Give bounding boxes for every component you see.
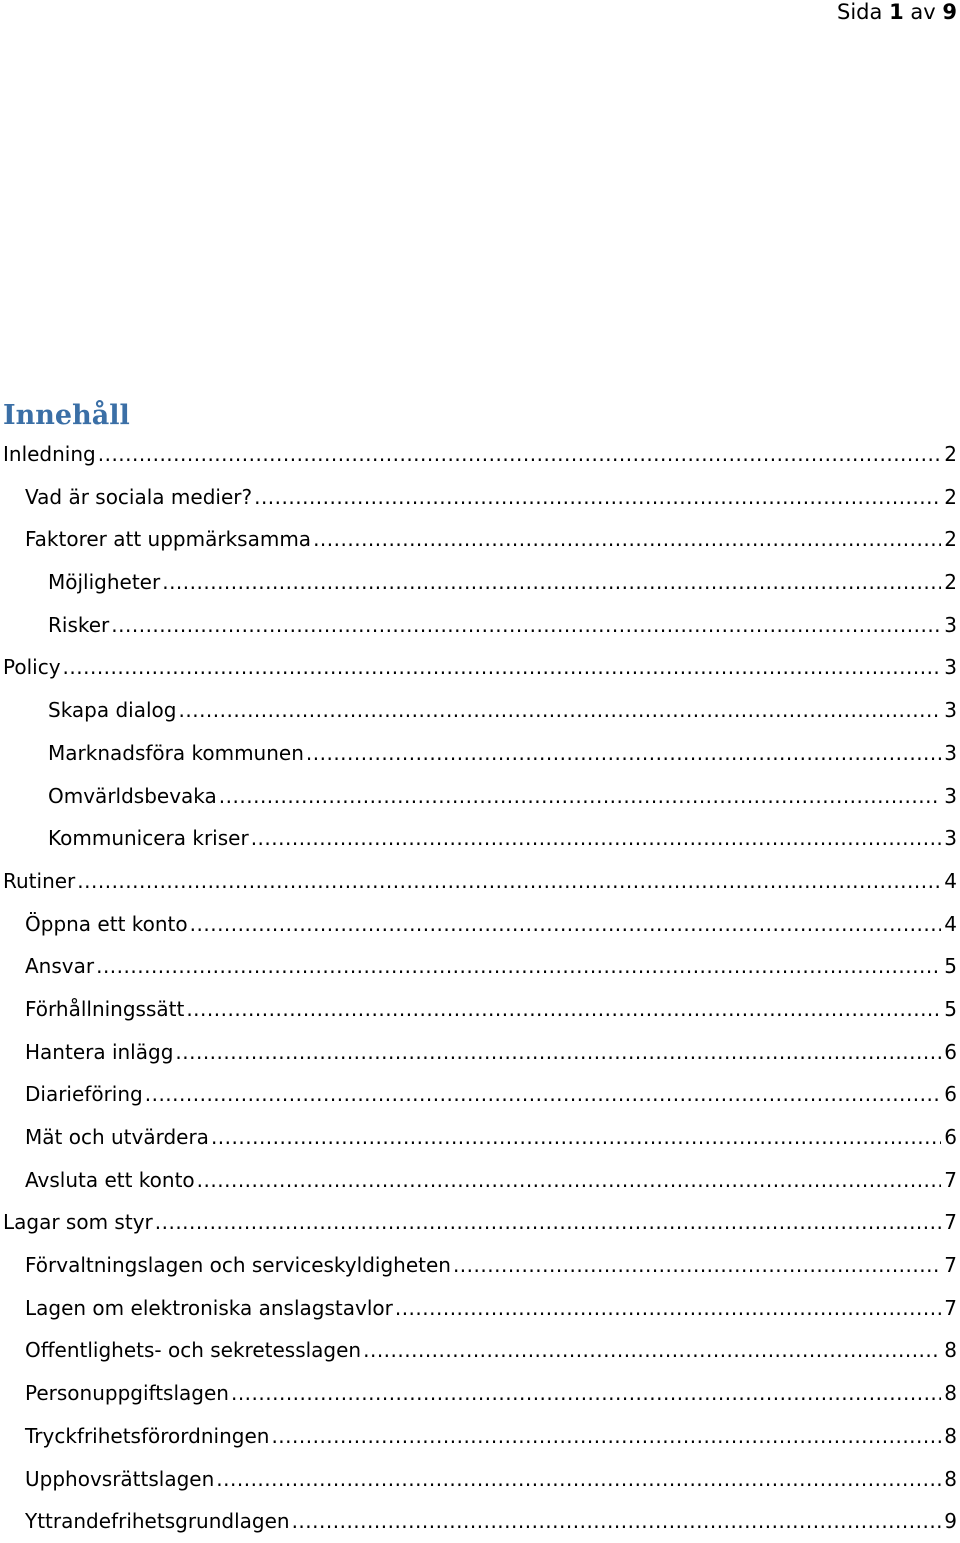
dot-leader: [111, 604, 941, 647]
toc-entry-page-number: 9: [944, 1509, 957, 1534]
dot-leader: [96, 945, 941, 988]
toc-entry[interactable]: [0, 1201, 960, 1244]
dot-leader: [231, 1372, 941, 1415]
toc-entry[interactable]: [0, 1415, 960, 1458]
dot-leader: [98, 433, 942, 476]
toc-entry-label: Vad är sociala medier?: [25, 484, 253, 509]
toc-entry[interactable]: [0, 1116, 960, 1159]
toc-entry-page-number: 7: [944, 1253, 957, 1278]
toc-entry-page-number: 3: [944, 783, 957, 808]
toc-entry[interactable]: [0, 1458, 960, 1501]
toc-entry[interactable]: [0, 604, 960, 647]
toc-entry-page-number: 3: [944, 655, 957, 680]
toc-entry[interactable]: [0, 433, 960, 476]
toc-entry-page-number: 2: [944, 527, 957, 552]
dot-leader: [77, 860, 941, 903]
toc-entry-label: Avsluta ett konto: [25, 1167, 195, 1192]
toc-entry-page-number: 2: [944, 570, 957, 595]
dot-leader: [363, 1329, 941, 1372]
toc-entry-page-number: 5: [944, 996, 957, 1021]
toc-entry-label: Policy: [3, 655, 61, 680]
toc-entry-label: Ansvar: [25, 954, 95, 979]
toc-entry-label: Personuppgiftslagen: [25, 1381, 229, 1406]
dot-leader: [145, 1073, 942, 1116]
toc-entry-page-number: 7: [944, 1167, 957, 1192]
toc-entry-label: Rutiner: [3, 868, 76, 893]
page-of: av: [910, 0, 936, 24]
toc-entry-page-number: 4: [944, 868, 957, 893]
dot-leader: [179, 689, 942, 732]
toc-entry[interactable]: [0, 817, 960, 860]
toc-entry[interactable]: [0, 689, 960, 732]
toc-entry-label: Förhållningssätt: [25, 996, 185, 1021]
dot-leader: [395, 1287, 941, 1330]
toc-entry[interactable]: [0, 518, 960, 561]
toc-entry-page-number: 3: [944, 826, 957, 851]
toc-entry-page-number: 6: [944, 1125, 957, 1149]
dot-leader: [254, 476, 941, 519]
toc-entry-label: Kommunicera kriser: [48, 826, 249, 851]
toc-entry-label: Omvärldsbevaka: [48, 783, 217, 808]
toc-entry[interactable]: [0, 988, 960, 1031]
toc-entry-label: Möjligheter: [48, 570, 161, 595]
toc-entry-label: Skapa dialog: [48, 698, 177, 723]
toc-entry[interactable]: [0, 1073, 960, 1116]
toc-entry[interactable]: [0, 860, 960, 903]
dot-leader: [155, 1201, 942, 1244]
toc-entry[interactable]: [0, 903, 960, 946]
total-pages: 9: [942, 0, 957, 24]
toc-entry-label: Marknadsföra kommunen: [48, 740, 304, 765]
toc-entry-page-number: 3: [944, 612, 957, 637]
dot-leader: [292, 1500, 942, 1543]
toc-entry-page-number: 7: [944, 1295, 957, 1320]
toc-entry-page-number: 8: [944, 1338, 957, 1363]
toc-entry[interactable]: [0, 476, 960, 519]
toc-entry-label: Upphovsrättslagen: [25, 1466, 215, 1491]
dot-leader: [63, 646, 942, 689]
toc-entry-label: Lagar som styr: [3, 1210, 153, 1235]
toc-entry-page-number: 6: [944, 1039, 957, 1064]
dot-leader: [186, 988, 941, 1031]
toc-entry[interactable]: [0, 1031, 960, 1074]
toc-entry[interactable]: [0, 561, 960, 604]
toc-entry-page-number: 3: [944, 698, 957, 723]
dot-leader: [306, 732, 941, 775]
page-number-header: [837, 0, 957, 24]
toc-entry-page-number: 4: [944, 911, 957, 936]
toc-entry-label: Risker: [48, 612, 110, 637]
toc-entry[interactable]: [0, 945, 960, 988]
toc-entry-label: Hantera inlägg: [25, 1039, 174, 1064]
dot-leader: [453, 1244, 941, 1287]
dot-leader: [162, 561, 941, 604]
toc-entry[interactable]: [0, 1287, 960, 1330]
toc-entry-page-number: 8: [944, 1381, 957, 1406]
toc-entry-label: Lagen om elektroniska anslagstavlor: [25, 1295, 393, 1320]
toc-entry-label: Inledning: [3, 442, 96, 466]
dot-leader: [190, 903, 942, 946]
toc-entry[interactable]: [0, 732, 960, 775]
toc-entry-label: Öppna ett konto: [25, 911, 188, 936]
dot-leader: [197, 1159, 942, 1202]
toc-entry[interactable]: [0, 646, 960, 689]
toc-entry-label: Diarieföring: [25, 1082, 143, 1107]
current-page: 1: [889, 0, 904, 24]
toc-entry-label: Förvaltningslagen och serviceskyldigheten: [25, 1253, 451, 1278]
toc-entry[interactable]: [0, 1244, 960, 1287]
toc-title: Innehåll: [3, 400, 130, 431]
toc-entry[interactable]: [0, 1329, 960, 1372]
toc-entry-page-number: 2: [944, 442, 957, 466]
toc-entry-page-number: 3: [944, 740, 957, 765]
dot-leader: [271, 1415, 941, 1458]
toc-entry-page-number: 5: [944, 954, 957, 979]
dot-leader: [211, 1116, 941, 1159]
toc-entry-label: Mät och utvärdera: [25, 1125, 209, 1149]
toc-entry-page-number: 8: [944, 1466, 957, 1491]
toc-entry-page-number: 2: [944, 484, 957, 509]
table-of-contents: [0, 433, 960, 1543]
dot-leader: [219, 775, 941, 818]
toc-entry-page-number: 6: [944, 1082, 957, 1107]
toc-entry[interactable]: [0, 1500, 960, 1543]
toc-entry-page-number: 7: [944, 1210, 957, 1235]
toc-entry[interactable]: [0, 775, 960, 818]
toc-entry-page-number: 8: [944, 1423, 957, 1448]
toc-entry[interactable]: [0, 1159, 960, 1202]
dot-leader: [175, 1031, 941, 1074]
toc-entry-label: Offentlighets- och sekretesslagen: [25, 1338, 362, 1363]
toc-entry[interactable]: [0, 1372, 960, 1415]
dot-leader: [313, 518, 941, 561]
dot-leader: [251, 817, 942, 860]
toc-entry-label: Faktorer att uppmärksamma: [25, 527, 312, 552]
toc-entry-label: Tryckfrihetsförordningen: [25, 1423, 270, 1448]
page-prefix: Sida: [837, 0, 883, 24]
toc-entry-label: Yttrandefrihetsgrundlagen: [25, 1509, 290, 1534]
dot-leader: [216, 1458, 941, 1501]
